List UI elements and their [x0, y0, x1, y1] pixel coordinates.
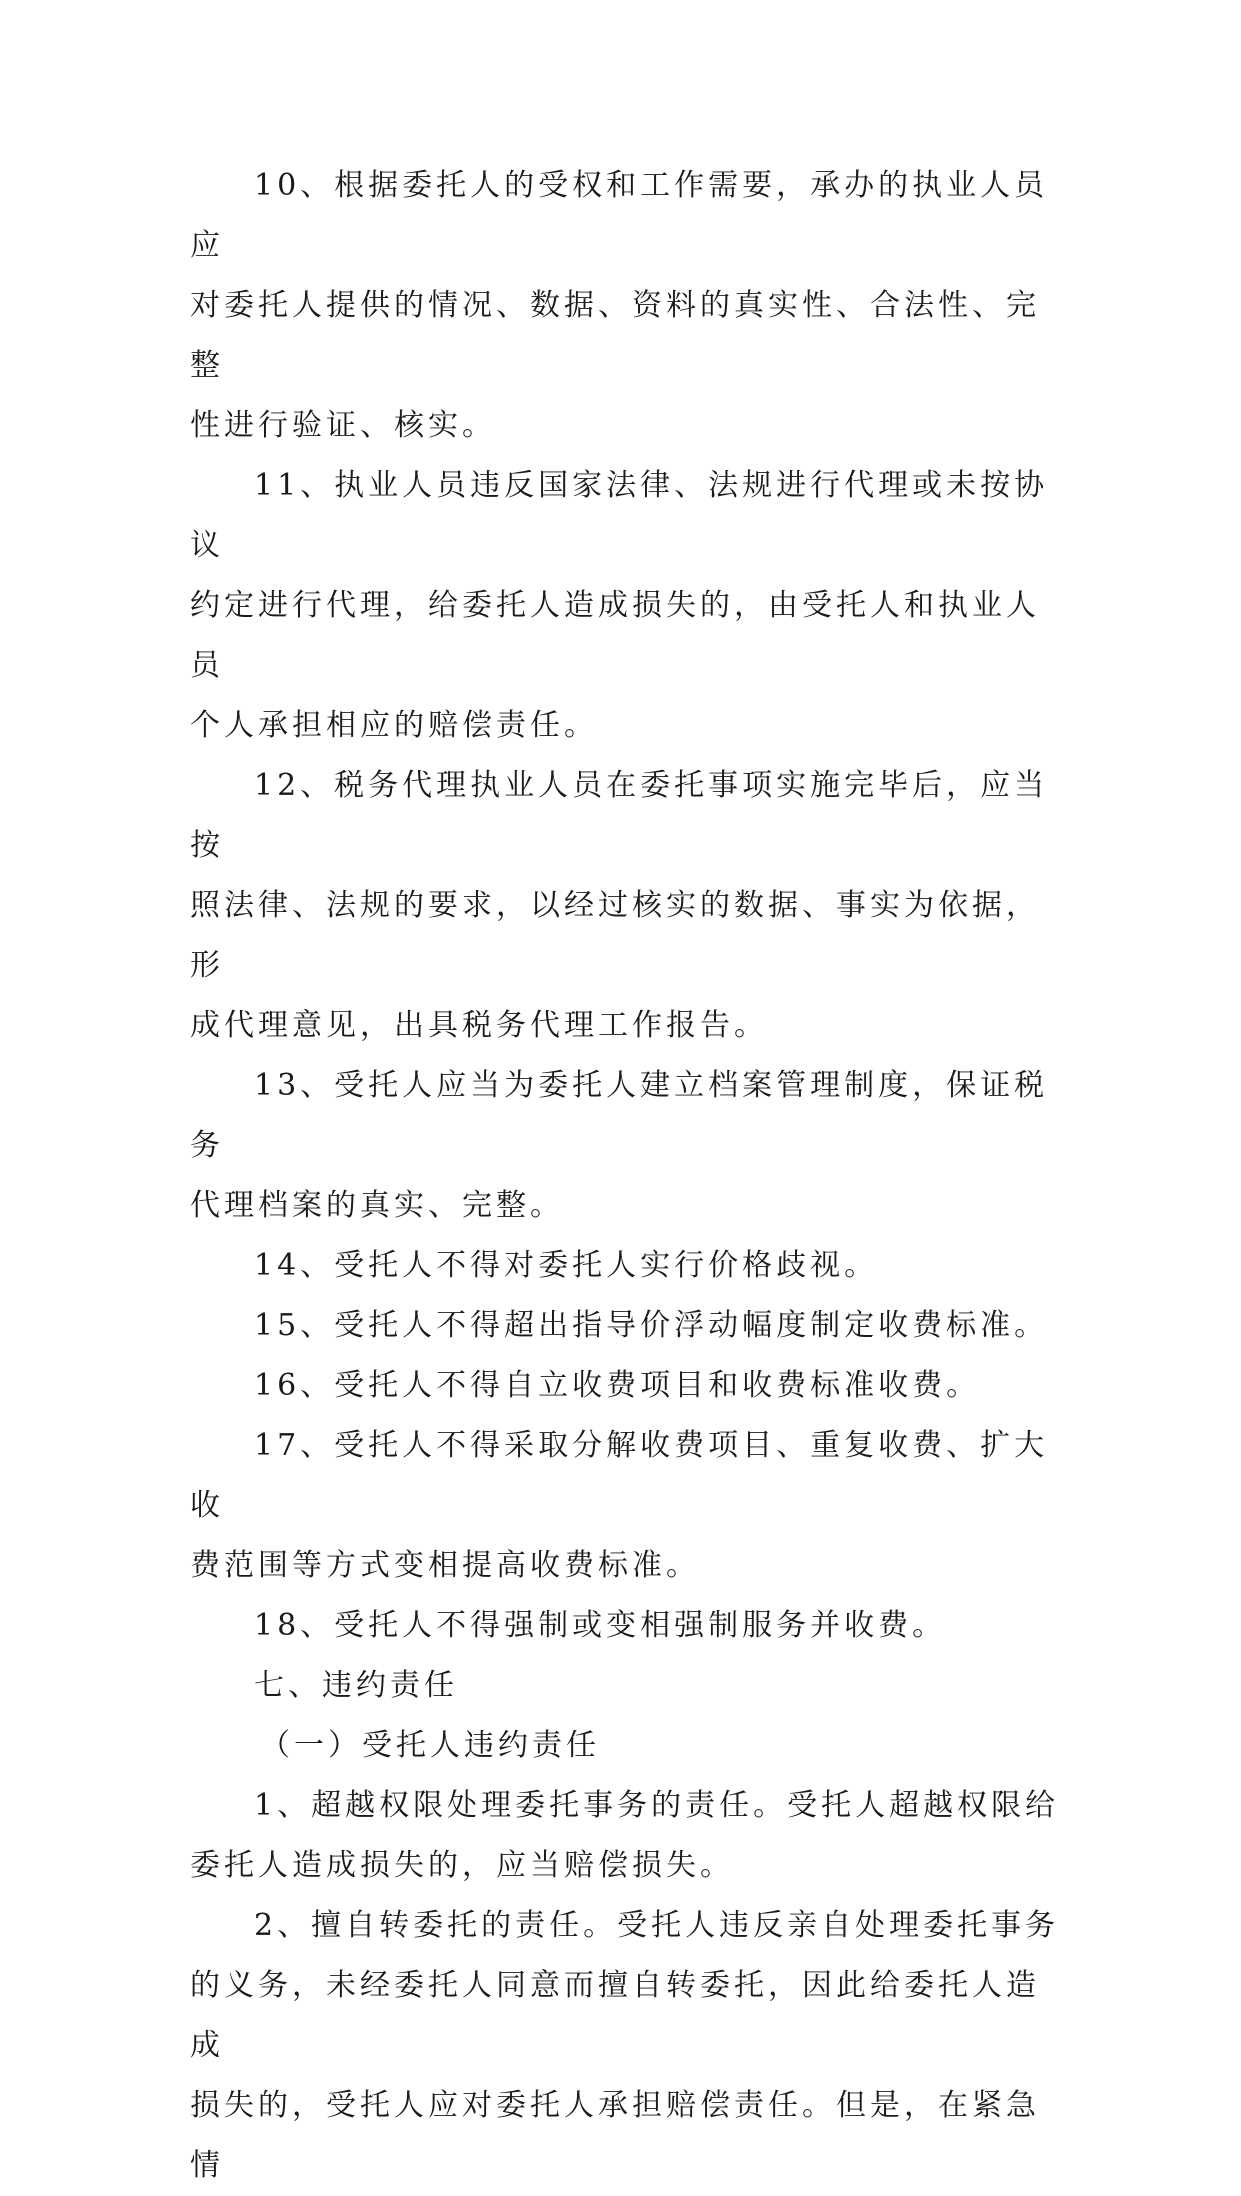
paragraph-17: 17、受托人不得采取分解收费项目、重复收费、扩大收 费范围等方式变相提高收费标准。: [190, 1428, 1049, 1583]
paragraph-10: 10、根据委托人的受权和工作需要，承办的执业人员应 对委托人提供的情况、数据、资料的真实性、合法性、完整 性进行验证、核实。: [190, 168, 1049, 443]
paragraph-14: 14、受托人不得对委托人实行价格歧视。: [254, 1248, 879, 1283]
paragraph-18: 18、受托人不得强制或变相强制服务并收费。: [254, 1608, 947, 1643]
paragraph-15: 15、受托人不得超出指导价浮动幅度制定收费标准。: [254, 1308, 1049, 1343]
paragraph-16: 16、受托人不得自立收费项目和收费标准收费。: [254, 1368, 981, 1403]
paragraph-13: 13、受托人应当为委托人建立档案管理制度，保证税务 代理档案的真实、完整。: [190, 1068, 1049, 1223]
document-body: [190, 156, 1060, 2196]
subsection-heading-trustee-liability: （一）受托人违约责任: [260, 1728, 600, 1763]
paragraph-12: 12、税务代理执业人员在委托事项实施完毕后，应当按 照法律、法规的要求，以经过核实的数据、事实为依据，形 成代理意见，出具税务代理工作报告。: [190, 768, 1049, 1043]
paragraph-liability-1: 1、超越权限处理委托事务的责任。受托人超越权限给 委托人造成损失的，应当赔偿损失。: [190, 1788, 1060, 1883]
paragraph-11: 11、执业人员违反国家法律、法规进行代理或未按协议 约定进行代理，给委托人造成损失的，由受托人和执业人员 个人承担相应的赔偿责任。: [190, 468, 1049, 743]
paragraph-liability-2: 2、擅自转委托的责任。受托人违反亲自处理委托事务 的义务，未经委托人同意而擅自转委托，因此给委托人造成 损失的，受托人应对委托人承担赔偿责任。但是，在紧急情: [190, 1908, 1060, 2183]
section-heading-breach-liability: 七、违约责任: [254, 1668, 458, 1703]
